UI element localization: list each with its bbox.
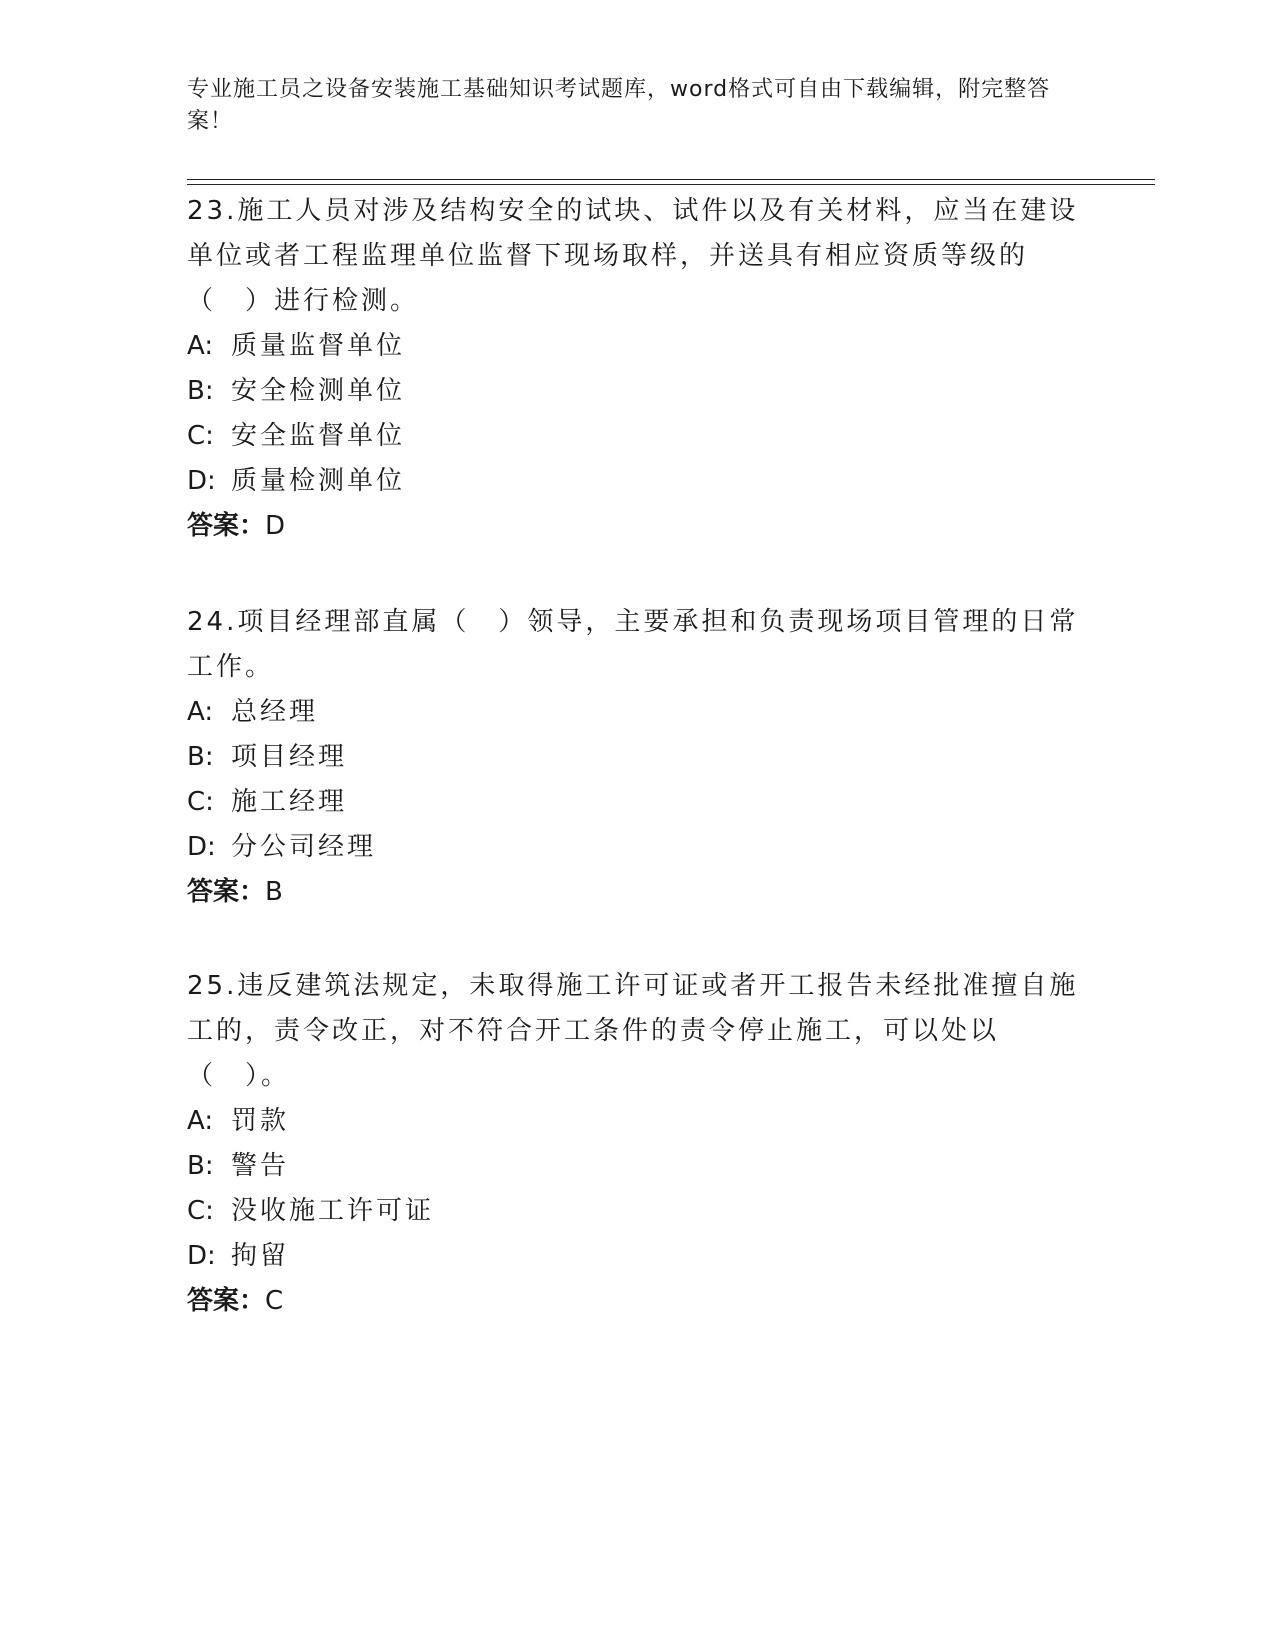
option-letter: A: <box>187 697 214 727</box>
answer-label: 答案： <box>187 877 266 907</box>
option-c <box>187 1189 1087 1234</box>
header-divider-bottom <box>187 184 1155 185</box>
answer-line <box>187 1279 1087 1324</box>
question-24 <box>187 600 1087 915</box>
question-25 <box>187 964 1087 1324</box>
option-a <box>187 324 1087 369</box>
header-divider-top <box>187 179 1155 180</box>
answer-value: B <box>265 877 283 907</box>
document-header <box>187 74 1067 138</box>
option-text: 质量监督单位 <box>231 331 406 361</box>
option-c <box>187 414 1087 459</box>
question-stem: 25.违反建筑法规定，未取得施工许可证或者开工报告未经批准擅自施工的，责令改正，对不符合开工条件的责令停止施工，可以处以（ ）。 <box>187 971 1079 1091</box>
option-text: 安全监督单位 <box>231 421 406 451</box>
option-c <box>187 780 1087 825</box>
option-d <box>187 825 1087 870</box>
answer-label: 答案： <box>187 511 266 541</box>
option-text: 罚款 <box>231 1106 290 1136</box>
option-text: 质量检测单位 <box>231 466 406 496</box>
option-d <box>187 459 1087 504</box>
document-title: 专业施工员之设备安装施工基础知识考试题库，word格式可自由下载编辑，附完整答案！ <box>187 77 1051 134</box>
option-b <box>187 735 1087 780</box>
option-text: 警告 <box>231 1151 290 1181</box>
option-a <box>187 690 1087 735</box>
option-letter: D: <box>187 1241 216 1271</box>
option-letter: B: <box>187 742 214 772</box>
option-d <box>187 1234 1087 1279</box>
option-text: 总经理 <box>231 697 319 727</box>
question-23 <box>187 189 1087 549</box>
option-a <box>187 1099 1087 1144</box>
option-letter: A: <box>187 1106 214 1136</box>
answer-line <box>187 870 1087 915</box>
answer-line <box>187 504 1087 549</box>
option-b <box>187 1144 1087 1189</box>
option-text: 安全检测单位 <box>231 376 406 406</box>
answer-label: 答案： <box>187 1286 266 1316</box>
option-b <box>187 369 1087 414</box>
option-letter: C: <box>187 1196 214 1226</box>
option-letter: C: <box>187 421 214 451</box>
option-letter: A: <box>187 331 214 361</box>
question-stem: 23.施工人员对涉及结构安全的试块、试件以及有关材料，应当在建设单位或者工程监理单位监督下现场取样，并送具有相应资质等级的（ ）进行检测。 <box>187 196 1079 316</box>
option-letter: D: <box>187 832 216 862</box>
option-letter: D: <box>187 466 216 496</box>
option-text: 没收施工许可证 <box>231 1196 435 1226</box>
option-text: 项目经理 <box>231 742 348 772</box>
option-letter: B: <box>187 1151 214 1181</box>
option-text: 施工经理 <box>231 787 348 817</box>
answer-value: C <box>265 1286 284 1316</box>
answer-value: D <box>265 511 286 541</box>
option-text: 分公司经理 <box>231 832 377 862</box>
option-letter: C: <box>187 787 214 817</box>
question-stem: 24.项目经理部直属（ ）领导，主要承担和负责现场项目管理的日常工作。 <box>187 607 1079 682</box>
option-letter: B: <box>187 376 214 406</box>
option-text: 拘留 <box>231 1241 290 1271</box>
